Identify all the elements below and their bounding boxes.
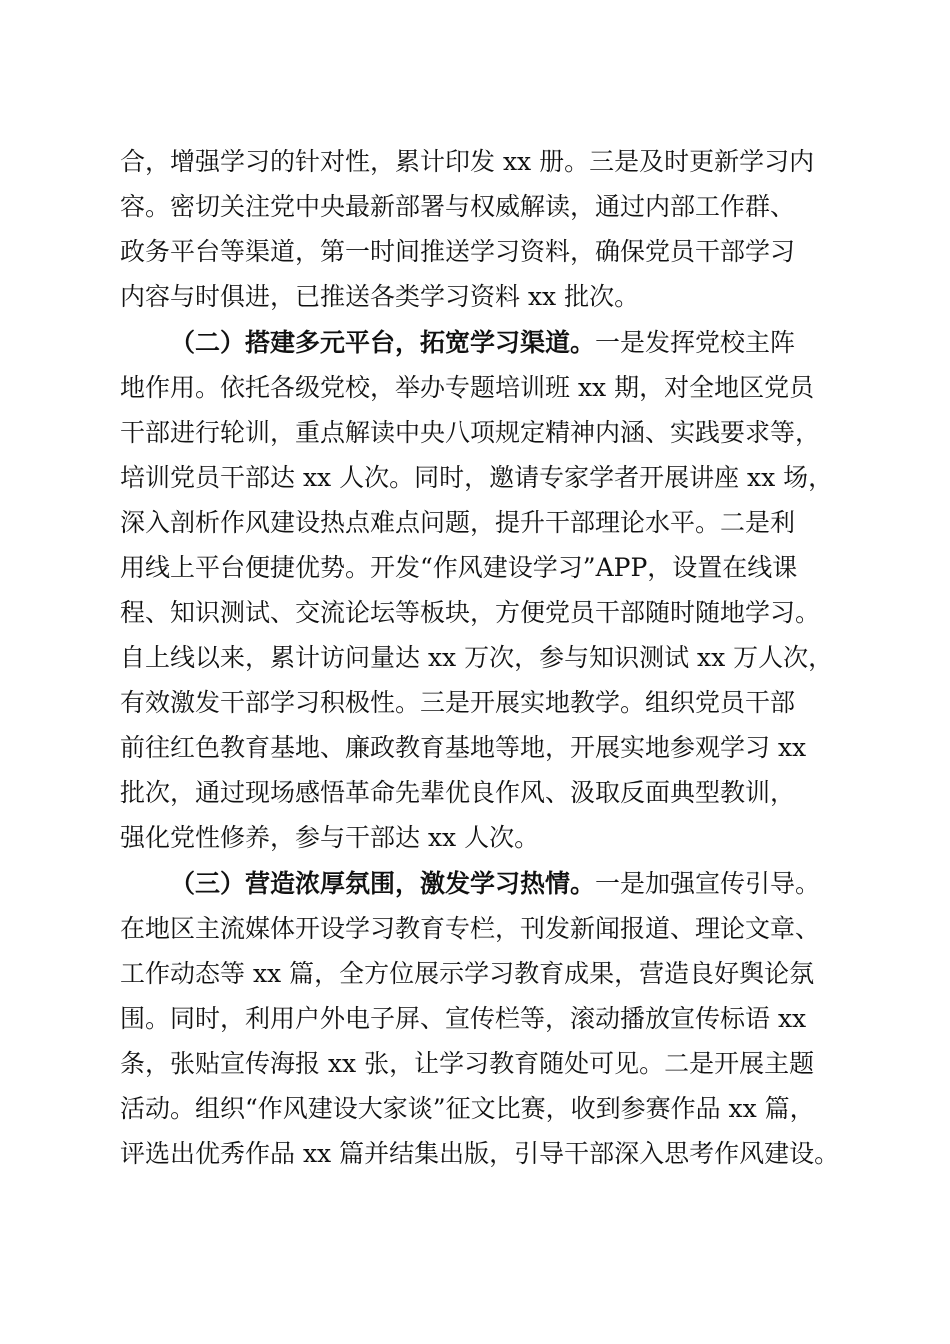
paragraph-2-line-2: 地作用。依托各级党校，举办专题培训班 xx 期，对全地区党员 bbox=[120, 373, 815, 402]
paragraph-3-line-4: 围。同时，利用户外电子屏、宣传栏等，滚动播放宣传标语 xx bbox=[120, 1004, 807, 1033]
paragraph-2-line-5: 深入剖析作风建设热点难点问题，提升干部理论水平。二是利 bbox=[120, 508, 796, 537]
section-heading-2: （二）搭建多元平台，拓宽学习渠道。 bbox=[170, 328, 596, 357]
paragraph-2-line-7: 程、知识测试、交流论坛等板块，方便党员干部随时随地学习。 bbox=[120, 598, 821, 627]
paragraph-3-line-7: 评选出优秀作品 xx 篇并结集出版，引导干部深入思考作风建设。 bbox=[120, 1139, 840, 1168]
paragraph-3-line-6: 活动。组织“作风建设大家谈”征文比赛，收到参赛作品 xx 篇， bbox=[120, 1094, 815, 1123]
paragraph-2-line-6: 用线上平台便捷优势。开发“作风建设学习”APP，设置在线课 bbox=[120, 553, 798, 582]
paragraph-2-line-4: 培训党员干部达 xx 人次。同时，邀请专家学者开展讲座 xx 场， bbox=[120, 463, 834, 492]
paragraph-1-line-3: 政务平台等渠道，第一时间推送学习资料，确保党员干部学习 bbox=[120, 237, 796, 266]
paragraph-3-line-5: 条，张贴宣传海报 xx 张，让学习教育随处可见。二是开展主题 bbox=[120, 1049, 815, 1078]
paragraph-1-line-2: 容。密切关注党中央最新部署与权威解读，通过内部工作群、 bbox=[120, 192, 796, 221]
paragraph-3-line-3: 工作动态等 xx 篇，全方位展示学习教育成果，营造良好舆论氛 bbox=[120, 959, 815, 988]
section-heading-3: （三）营造浓厚氛围，激发学习热情。 bbox=[170, 869, 596, 898]
paragraph-2-first-line bbox=[170, 323, 795, 363]
paragraph-2-line-3: 干部进行轮训，重点解读中央八项规定精神内涵、实践要求等， bbox=[120, 418, 821, 447]
paragraph-2-line-9: 有效激发干部学习积极性。三是开展实地教学。组织党员干部 bbox=[120, 688, 796, 717]
paragraph-2-line-8: 自上线以来，累计访问量达 xx 万次，参与知识测试 xx 万人次， bbox=[120, 643, 834, 672]
paragraph-1-line-1: 合，增强学习的针对性，累计印发 xx 册。三是及时更新学习内 bbox=[120, 147, 815, 176]
paragraph-3-first-line bbox=[170, 864, 820, 904]
paragraph-2-line-10: 前往红色教育基地、廉政教育基地等地，开展实地参观学习 xx bbox=[120, 733, 807, 762]
paragraph-2-line-12: 强化党性修养，参与干部达 xx 人次。 bbox=[120, 823, 540, 852]
paragraph-2-line-11: 批次，通过现场感悟革命先辈优良作风、汲取反面典型教训， bbox=[120, 778, 796, 807]
paragraph-2-first-line-text: 一是发挥党校主阵 bbox=[595, 328, 796, 357]
paragraph-3-first-line-text: 一是加强宣传引导。 bbox=[595, 869, 821, 898]
paragraph-1-line-4: 内容与时俱进，已推送各类学习资料 xx 批次。 bbox=[120, 282, 640, 311]
paragraph-3-line-2: 在地区主流媒体开设学习教育专栏，刊发新闻报道、理论文章、 bbox=[120, 914, 821, 943]
